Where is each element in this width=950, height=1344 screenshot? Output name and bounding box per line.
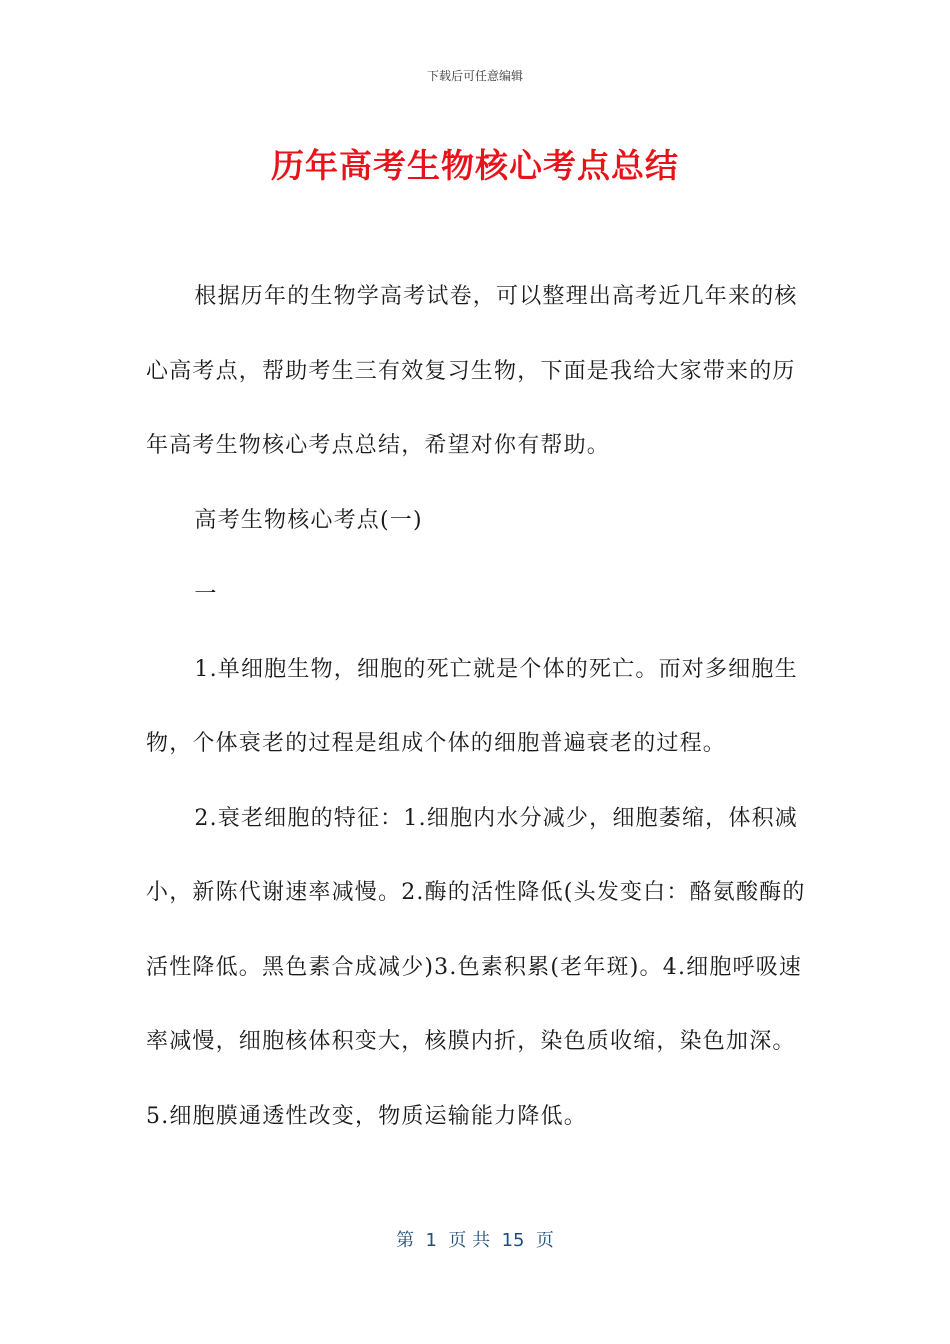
paragraph-intro: 根据历年的生物学高考试卷，可以整理出高考近几年来的核心高考点，帮助考生三有效复习生物，下面是我给大家带来的历年高考生物核心考点总结，希望对你有帮助。 — [146, 284, 798, 458]
paragraph-point-2: 2.衰老细胞的特征：1.细胞内水分减少，细胞萎缩，体积减小，新陈代谢速率减慢。2.酶的活性降低(头发变白：酪氨酸酶的活性降低。黑色素合成减少)3.色素积累(老年斑)。4.细胞呼吸速率减慢，细胞核体积变大，核膜内折，染色质收缩，染色加深。5.细胞膜通透性改变，物质运输能力降低。 — [146, 805, 806, 1129]
paragraph-point-1: 1.单细胞生物，细胞的死亡就是个体的死亡。而对多细胞生物，个体衰老的过程是组成个体的细胞普遍衰老的过程。 — [146, 656, 798, 756]
paragraph-section-number: 一 — [194, 582, 218, 607]
document-title: 历年高考生物核心考点总结 — [271, 146, 679, 185]
page-footer: 第 1 页 共 15 页 — [396, 1230, 554, 1251]
paragraph-section-heading: 高考生物核心考点(一) — [194, 507, 423, 533]
document-body — [146, 260, 806, 1154]
header-note: 下载后可任意编辑 — [426, 69, 523, 83]
